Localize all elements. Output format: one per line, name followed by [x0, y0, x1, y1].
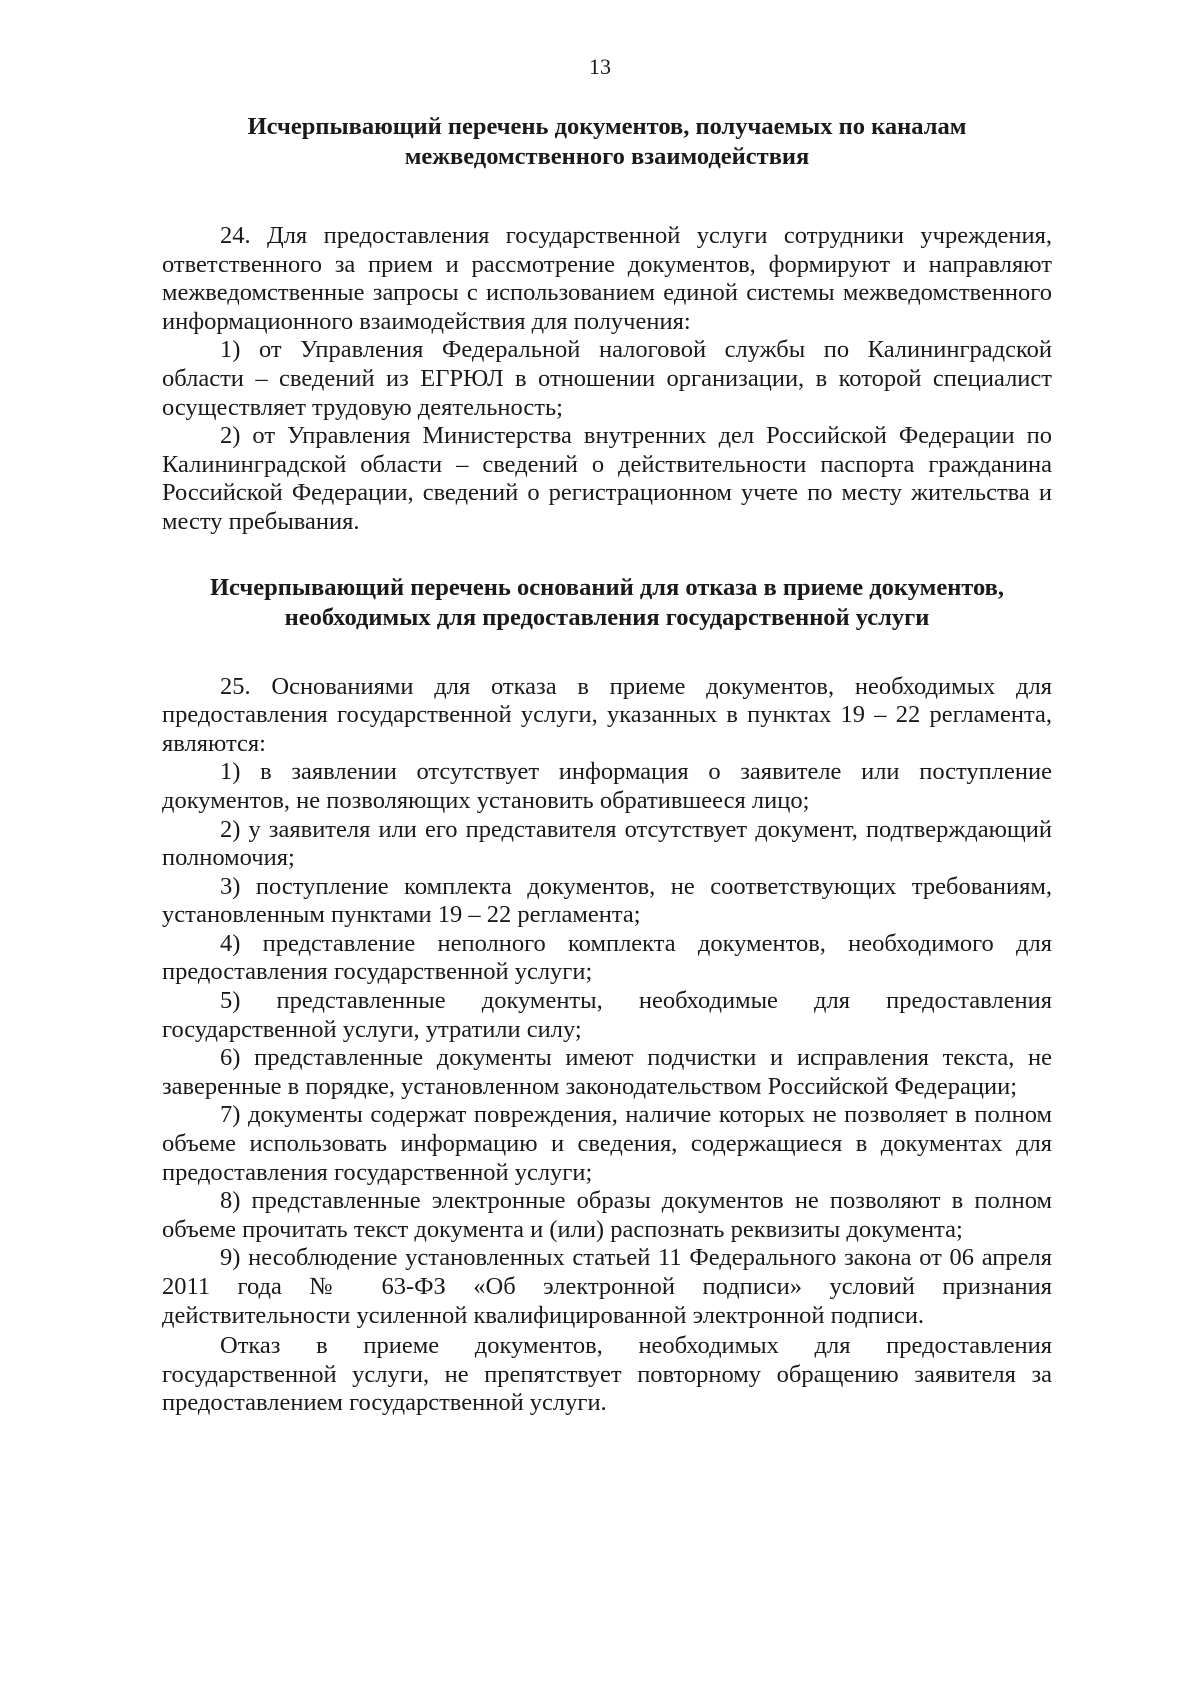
heading-line: межведомственного взаимодействия	[404, 143, 810, 170]
list-item: 8) представленные электронные образы документов не позволяют в полном объеме прочитать текст документа и (или) распознать реквизиты документа;	[162, 1187, 1052, 1243]
page-number: 13	[589, 54, 611, 79]
list-item: 2) у заявителя или его представителя отсутствует документ, подтверждающий полномочия;	[162, 815, 1052, 872]
list-item: 1) от Управления Федеральной налоговой службы по Калининградской области – сведений из ЕГРЮЛ в отношении организации, в которой специалист осуществляет трудовую деятельность;	[162, 336, 1052, 421]
paragraph-25: 25. Основаниями для отказа в приеме документов, необходимых для предоставления государственной услуги, указанных в пунктах 19 – 22 регламента, являются:	[162, 672, 1052, 757]
list-item: 5) представленные документы, необходимые для предоставления государственной услуги, утратили силу;	[162, 987, 1052, 1043]
list-item: 3) поступление комплекта документов, не соответствующих требованиям, установленным пунктами 19 – 22 регламента;	[162, 872, 1052, 929]
section-heading-refusal-grounds	[162, 573, 1052, 633]
heading-line: Исчерпывающий перечень документов, получаемых по каналам	[247, 113, 967, 140]
document-body	[162, 100, 1052, 1418]
list-item: 4) представление неполного комплекта документов, необходимого для предоставления государственной услуги;	[162, 929, 1052, 986]
closing-paragraph: Отказ в приеме документов, необходимых для предоставления государственной услуги, не препятствует повторному обращению заявителя за предоставлением государственной услуги.	[162, 1332, 1052, 1417]
section-heading-interagency-documents	[162, 112, 1052, 172]
list-item: 7) документы содержат повреждения, наличие которых не позволяет в полном объеме использовать информацию и сведения, содержащиеся в документах для предоставления государственной услуги;	[162, 1101, 1052, 1186]
heading-line: необходимых для предоставления государственной услуги	[284, 603, 930, 631]
list-item: 6) представленные документы имеют подчистки и исправления текста, не заверенные в порядке, установленном законодательством Российской Федерации;	[162, 1044, 1052, 1100]
list-item: 2) от Управления Министерства внутренних дел Российской Федерации по Калининградской области – сведений о действительности паспорта гражданина Российской Федерации, сведений о регистрационном учете по месту жительства и месту пребывания.	[162, 422, 1052, 535]
heading-line: Исчерпывающий перечень оснований для отказа в приеме документов,	[209, 573, 1005, 601]
paragraph-24: 24. Для предоставления государственной услуги сотрудники учреждения, ответственного за прием и рассмотрение документов, формируют и направляют межведомственные запросы с использованием единой системы межведомственного информационного взаимодействия для получения:	[162, 222, 1052, 335]
list-item: 1) в заявлении отсутствует информация о заявителе или поступление документов, не позволяющих установить обратившееся лицо;	[162, 758, 1052, 814]
list-item: 9) несоблюдение установленных статьей 11 Федерального закона от 06 апреля 2011 года № 63-ФЗ «Об электронной подписи» условий признания действительности усиленной квалифицированной электронной подписи.	[162, 1244, 1052, 1329]
